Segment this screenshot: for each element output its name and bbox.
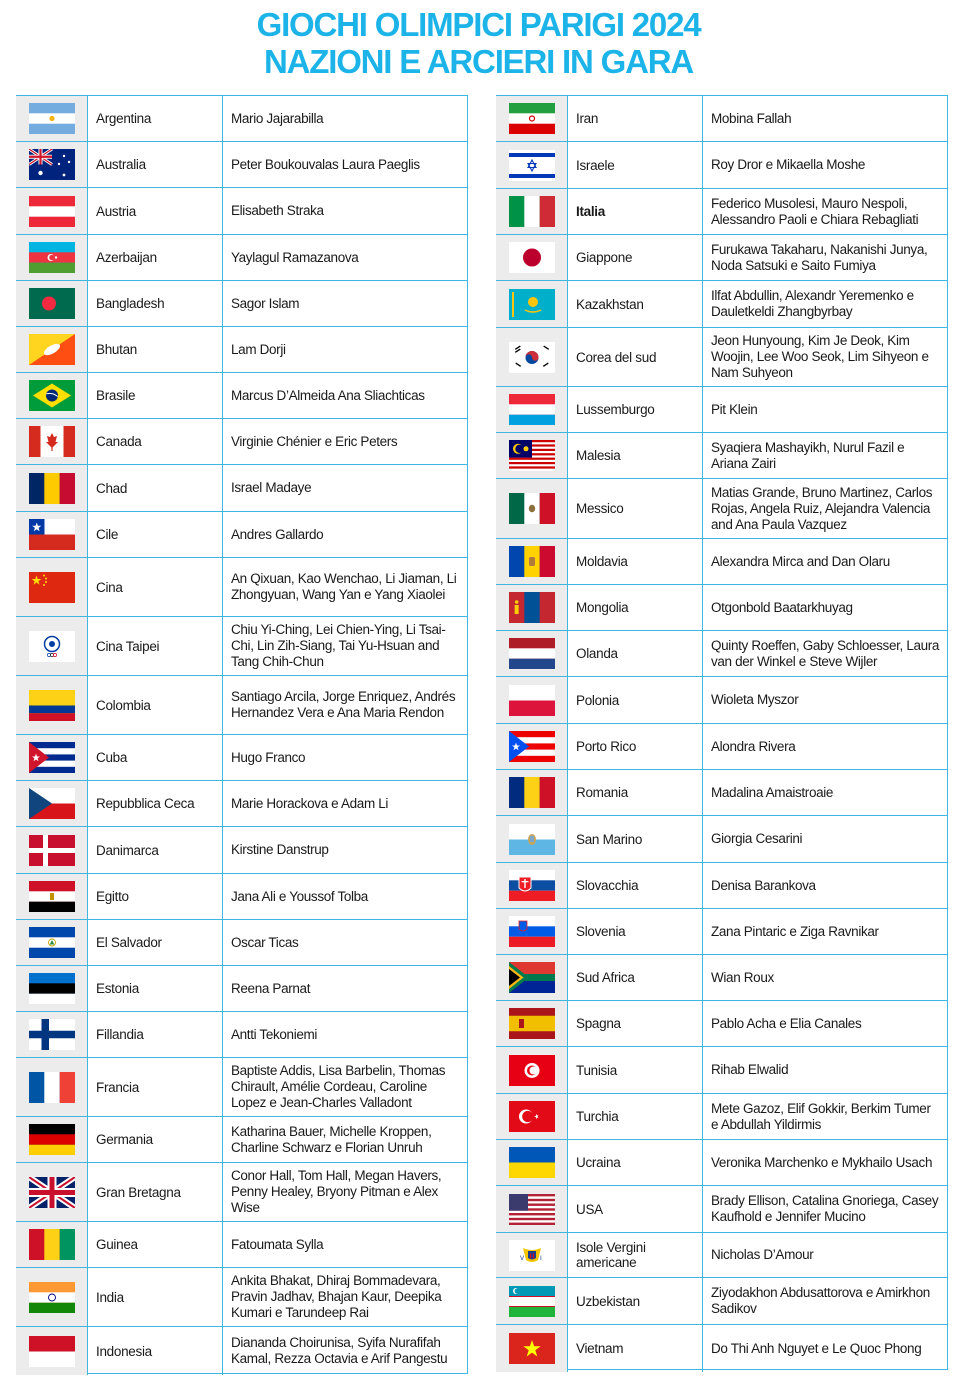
flag-cell [496, 1094, 568, 1139]
country-name: Mongolia [568, 585, 703, 630]
flag-cell [16, 1163, 88, 1221]
table-row [496, 1325, 947, 1372]
athletes-list: Furukawa Takaharu, Nakanishi Junya, Noda Satsuki e Saito Fumiya [711, 241, 928, 273]
athletes-list: Otgonbold Baatarkhuyag [711, 599, 853, 615]
table-row [496, 189, 947, 235]
flag-cell [16, 327, 88, 372]
country-name: Giappone [568, 235, 703, 280]
country-name: Italia [568, 189, 703, 234]
table-row [16, 465, 467, 512]
athletes-list: Virginie Chénier e Eric Peters [231, 433, 398, 449]
flag-cell [16, 617, 88, 675]
flag-cell [16, 188, 88, 234]
indonesia-flag [29, 1336, 75, 1367]
table-row [496, 909, 947, 955]
athletes-list: Ilfat Abdullin, Alexandr Yeremenko e Dauletkeldi Zhangbyrbay [711, 288, 914, 319]
slovenia-flag [509, 916, 555, 947]
table-row [16, 1222, 467, 1268]
country-name: Bangladesh [88, 281, 223, 326]
table-row [496, 281, 947, 328]
kazakhstan-flag [509, 289, 555, 320]
country-name: USA [568, 1186, 703, 1232]
flag-cell [16, 735, 88, 780]
athletes-list: An Qixuan, Kao Wenchao, Li Jiaman, Li Zhongyuan, Wang Yan e Yang Xiaolei [231, 571, 457, 602]
poland-flag [509, 685, 555, 716]
austria-flag [29, 196, 75, 227]
country-name: India [88, 1268, 223, 1326]
chad-flag [29, 473, 75, 504]
flag-cell [496, 433, 568, 478]
flag-cell [496, 955, 568, 1000]
flag-cell [16, 96, 88, 141]
egypt-flag [29, 881, 75, 912]
flag-cell [496, 677, 568, 723]
country-name: Cile [88, 512, 223, 557]
flag-cell [16, 781, 88, 826]
vietnam-flag [509, 1333, 555, 1364]
mongolia-flag [509, 592, 555, 623]
table-row [16, 419, 467, 465]
chinese-taipei-flag [29, 631, 75, 662]
usa-flag [509, 1194, 555, 1225]
estonia-flag [29, 973, 75, 1004]
denmark-flag [29, 835, 75, 866]
table-row [496, 863, 947, 909]
country-name: Iran [568, 96, 703, 141]
romania-flag [509, 777, 555, 808]
table-row [496, 677, 947, 724]
country-name: Malesia [568, 433, 703, 478]
table-row [16, 142, 467, 188]
table-row [16, 1327, 467, 1375]
athletes-list: Ziyodakhon Abdusattorova e Amirkhon Sadikov [711, 1285, 930, 1316]
table-row [16, 1117, 467, 1163]
athletes-list: Pit Klein [711, 401, 758, 417]
athletes-list: Rihab Elwalid [711, 1062, 789, 1077]
flag-cell [16, 512, 88, 557]
table-row [496, 235, 947, 281]
table-row [16, 558, 467, 617]
table-row [16, 1163, 467, 1222]
country-name: Spagna [568, 1001, 703, 1046]
san-marino-flag [509, 824, 555, 855]
flag-cell [496, 479, 568, 538]
table-row [16, 512, 467, 558]
country-name: Australia [88, 142, 223, 187]
country-name: Estonia [88, 966, 223, 1011]
slovakia-flag [509, 870, 555, 901]
flag-cell [496, 1325, 568, 1372]
country-name: Cina Taipei [88, 617, 223, 675]
country-name: Germania [88, 1117, 223, 1162]
athletes-list: Ankita Bhakat, Dhiraj Bommadevara, Pravin Jadhav, Bhajan Kaur, Deepika Kumari e Tarundeep Rai [231, 1273, 442, 1320]
athletes-list: Fatoumata Sylla [231, 1236, 324, 1252]
flag-cell [496, 1001, 568, 1046]
country-name: Guinea [88, 1222, 223, 1267]
table-row [16, 96, 467, 142]
flag-cell [496, 189, 568, 234]
spain-flag [509, 1008, 555, 1039]
athletes-list: Brady Ellison, Catalina Gnoriega, Casey Kaufhold e Jennifer Mucino [711, 1193, 939, 1224]
flag-cell [496, 1233, 568, 1277]
country-name: San Marino [568, 816, 703, 862]
table-row [496, 585, 947, 631]
table-row [16, 827, 467, 874]
table-row [496, 631, 947, 677]
table-row [16, 1058, 467, 1117]
athletes-list: Jeon Hunyoung, Kim Je Deok, Kim Woojin, Lee Woo Seok, Lim Sihyeon e Nam Suhyeon [711, 333, 929, 380]
athletes-list: Wioleta Myszor [711, 692, 799, 707]
colombia-flag [29, 690, 75, 721]
country-name: Cina [88, 558, 223, 616]
athletes-list: Federico Musolesi, Mauro Nespoli, Alessandro Paoli e Chiara Rebagliati [711, 195, 919, 227]
turkey-flag [509, 1101, 555, 1132]
brazil-flag [29, 380, 75, 411]
athletes-list: Reena Parnat [231, 980, 311, 996]
iran-flag [509, 103, 555, 134]
flag-cell [16, 235, 88, 280]
athletes-list: Peter Boukouvalas Laura Paeglis [231, 156, 420, 172]
athletes-list: Chiu Yi-Ching, Lei Chien-Ying, Li Tsai-Chi, Lin Zih-Siang, Tai Yu-Hsuan and Tang Chih-Chun [231, 622, 446, 669]
athletes-list: Giorgia Cesarini [711, 831, 803, 846]
table-row [496, 142, 947, 189]
country-name: Fillandia [88, 1012, 223, 1057]
flag-cell [496, 328, 568, 386]
left-table [16, 95, 468, 1374]
athletes-list: Quinty Roeffen, Gaby Schloesser, Laura van der Winkel e Steve Wijler [711, 637, 940, 669]
flag-cell [16, 1222, 88, 1267]
flag-cell [16, 1058, 88, 1116]
athletes-list: Alondra Rivera [711, 738, 796, 754]
flag-cell [496, 1278, 568, 1324]
country-name: Israele [568, 142, 703, 188]
country-name: El Salvador [88, 920, 223, 965]
athletes-list: Alexandra Mirca and Dan Olaru [711, 553, 890, 569]
luxembourg-flag [509, 394, 555, 425]
country-name: Azerbaijan [88, 235, 223, 280]
bangladesh-flag [29, 288, 75, 319]
china-flag [29, 572, 75, 603]
malaysia-flag [509, 440, 555, 471]
flag-cell [16, 142, 88, 187]
athletes-list: Jana Ali e Youssof Tolba [231, 888, 368, 904]
country-name: Isole Vergini americane [568, 1233, 703, 1277]
athletes-list: Antti Tekoniemi [231, 1026, 318, 1042]
country-name: Tunisia [568, 1047, 703, 1093]
table-row [496, 328, 947, 387]
country-name: Lussemburgo [568, 387, 703, 432]
country-name: Moldavia [568, 539, 703, 584]
flag-cell [16, 827, 88, 873]
athletes-list: Mobina Fallah [711, 110, 792, 126]
country-name: Indonesia [88, 1327, 223, 1375]
table-row [16, 735, 467, 781]
athletes-list: Madalina Amaistroaie [711, 784, 834, 800]
south-korea-flag [509, 342, 555, 373]
flag-cell [16, 1268, 88, 1326]
flag-cell [496, 909, 568, 954]
flag-cell [16, 920, 88, 965]
table-row [16, 966, 467, 1012]
country-name: Turchia [568, 1094, 703, 1139]
netherlands-flag [509, 638, 555, 669]
athletes-list: Kirstine Danstrup [231, 842, 329, 857]
athletes-list: Santiago Arcila, Jorge Enriquez, Andrés Hernandez Vera e Ana Maria Rendon [231, 689, 456, 720]
svg-text:V: V [519, 1254, 524, 1262]
flag-cell [16, 373, 88, 418]
country-name: Canada [88, 419, 223, 464]
athletes-list: Andres Gallardo [231, 526, 324, 542]
country-name: Romania [568, 770, 703, 815]
athletes-list: Wian Roux [711, 969, 774, 985]
flag-cell [496, 724, 568, 769]
athletes-list: Matias Grande, Bruno Martinez, Carlos Rojas, Angela Ruiz, Alejandra Valencia and Ana Paula Vazquez [711, 484, 933, 532]
finland-flag [29, 1019, 75, 1050]
moldova-flag [509, 546, 555, 577]
mexico-flag [509, 493, 555, 524]
country-name: Messico [568, 479, 703, 538]
country-name: Olanda [568, 631, 703, 676]
country-name: Chad [88, 465, 223, 511]
flag-cell [496, 1047, 568, 1093]
athletes-list: Nicholas D’Amour [711, 1247, 814, 1262]
table-row [16, 781, 467, 827]
india-flag [29, 1282, 75, 1313]
south-africa-flag [509, 962, 555, 993]
table-row [496, 724, 947, 770]
flag-cell [16, 281, 88, 326]
athletes-list: Roy Dror e Mikaella Moshe [711, 157, 866, 172]
athletes-list: Mete Gazoz, Elif Gokkir, Berkim Tumer e Abdullah Yildirmis [711, 1100, 931, 1132]
athletes-list: Syaqiera Mashayikh, Nurul Fazil e Ariana Zairi [711, 439, 905, 471]
flag-cell [16, 419, 88, 464]
us-virgin-islands-flag [509, 1240, 555, 1271]
guinea-flag [29, 1229, 75, 1260]
athletes-list: Marcus D’Almeida Ana Sliachticas [231, 387, 425, 403]
table-row [496, 479, 947, 539]
table-row [496, 1001, 947, 1047]
country-name: Corea del sud [568, 328, 703, 386]
canada-flag [29, 426, 75, 457]
table-row [496, 96, 947, 142]
azerbaijan-flag [29, 242, 75, 273]
country-name: Vietnam [568, 1325, 703, 1372]
table-row [496, 539, 947, 585]
athletes-list: Conor Hall, Tom Hall, Megan Havers, Penny Healey, Bryony Pitman e Alex Wise [231, 1168, 442, 1215]
flag-cell [496, 1140, 568, 1185]
italy-flag [509, 196, 555, 227]
flag-cell [16, 558, 88, 616]
table-row [16, 373, 467, 419]
japan-flag [509, 242, 555, 273]
flag-cell [496, 770, 568, 815]
country-name: Ucraina [568, 1140, 703, 1185]
flag-cell [496, 142, 568, 188]
country-name: Argentina [88, 96, 223, 141]
athletes-list: Israel Madaye [231, 480, 312, 495]
country-name: Polonia [568, 677, 703, 723]
country-name: Kazakhstan [568, 281, 703, 327]
cuba-flag [29, 742, 75, 773]
flag-cell [496, 281, 568, 327]
table-row [496, 770, 947, 816]
athletes-list: Katharina Bauer, Michelle Kroppen, Charline Schwarz e Florian Unruh [231, 1123, 432, 1155]
australia-flag [29, 149, 75, 180]
argentina-flag [29, 103, 75, 134]
flag-cell [496, 387, 568, 432]
ukraine-flag [509, 1147, 555, 1178]
flag-cell [16, 465, 88, 511]
country-name: Uzbekistan [568, 1278, 703, 1324]
bhutan-flag [29, 334, 75, 365]
germany-flag [29, 1124, 75, 1155]
table-row [16, 235, 467, 281]
table-row [16, 327, 467, 373]
flag-cell [16, 1117, 88, 1162]
country-name: Danimarca [88, 827, 223, 873]
country-name: Egitto [88, 874, 223, 919]
table-row [16, 281, 467, 327]
tunisia-flag [509, 1055, 555, 1086]
uk-flag [29, 1177, 75, 1208]
table-row [16, 676, 467, 735]
athletes-list: Baptiste Addis, Lisa Barbelin, Thomas Chirault, Amélie Cordeau, Caroline Lopez e Jean-Charles Valladont [231, 1063, 446, 1110]
athletes-list: Sagor Islam [231, 295, 300, 311]
athletes-list: Hugo Franco [231, 749, 306, 765]
country-name: Bhutan [88, 327, 223, 372]
svg-text:I: I [539, 1254, 542, 1262]
athletes-list: Marie Horackova e Adam Li [231, 795, 389, 811]
el-salvador-flag [29, 927, 75, 958]
flag-cell [16, 1327, 88, 1375]
flag-cell [496, 631, 568, 676]
country-name: Repubblica Ceca [88, 781, 223, 826]
table-row [16, 1268, 467, 1327]
country-name: Slovacchia [568, 863, 703, 908]
israel-flag [509, 150, 555, 181]
country-name: Gran Bretagna [88, 1163, 223, 1221]
table-row [496, 1094, 947, 1140]
flag-cell [496, 96, 568, 141]
table-row [496, 1186, 947, 1233]
country-name: Slovenia [568, 909, 703, 954]
athletes-list: Do Thi Anh Nguyet e Le Quoc Phong [711, 1340, 922, 1356]
country-name: Cuba [88, 735, 223, 780]
athletes-list: Zana Pintaric e Ziga Ravnikar [711, 923, 879, 939]
athletes-list: Elisabeth Straka [231, 203, 324, 218]
athletes-list: Diananda Choirunisa, Syifa Nurafifah Kamal, Rezza Octavia e Arif Pangestu [231, 1335, 448, 1366]
flag-cell [496, 1186, 568, 1232]
table-row [496, 1140, 947, 1186]
country-name: Porto Rico [568, 724, 703, 769]
france-flag [29, 1072, 75, 1103]
athletes-list: Denisa Barankova [711, 877, 816, 893]
flag-cell [16, 874, 88, 919]
table-row [16, 617, 467, 676]
table-row [496, 433, 947, 479]
czech-flag [29, 788, 75, 819]
table-row [496, 816, 947, 863]
athletes-list: Pablo Acha e Elia Canales [711, 1015, 862, 1031]
flag-cell [496, 235, 568, 280]
flag-cell [496, 863, 568, 908]
table-row [496, 1047, 947, 1094]
flag-cell [496, 816, 568, 862]
page-title-line1: GIOCHI OLIMPICI PARIGI 2024 [256, 6, 701, 43]
table-row [496, 1278, 947, 1325]
chile-flag [29, 519, 75, 550]
table-row [16, 1012, 467, 1058]
athletes-list: Oscar Ticas [231, 934, 299, 950]
puerto-rico-flag [509, 731, 555, 762]
table-row [16, 920, 467, 966]
page-title-line2: NAZIONI E ARCIERI IN GARA [264, 43, 693, 80]
table-row [496, 955, 947, 1001]
flag-cell [16, 966, 88, 1011]
athletes-list: Mario Jajarabilla [231, 110, 324, 126]
flag-cell [16, 1012, 88, 1057]
country-name: Austria [88, 188, 223, 234]
flag-cell [496, 539, 568, 584]
country-name: Brasile [88, 373, 223, 418]
table-row [496, 387, 947, 433]
uzbekistan-flag [509, 1286, 555, 1317]
country-name: Sud Africa [568, 955, 703, 1000]
athletes-list: Lam Dorji [231, 341, 286, 357]
table-row [16, 188, 467, 235]
table-row [496, 1233, 947, 1278]
country-name: Francia [88, 1058, 223, 1116]
flag-cell [16, 676, 88, 734]
country-name: Colombia [88, 676, 223, 734]
flag-cell [496, 585, 568, 630]
athletes-list: Yaylagul Ramazanova [231, 249, 359, 265]
right-table [496, 95, 948, 1370]
athletes-list: Veronika Marchenko e Mykhailo Usach [711, 1154, 933, 1170]
table-row [16, 874, 467, 920]
